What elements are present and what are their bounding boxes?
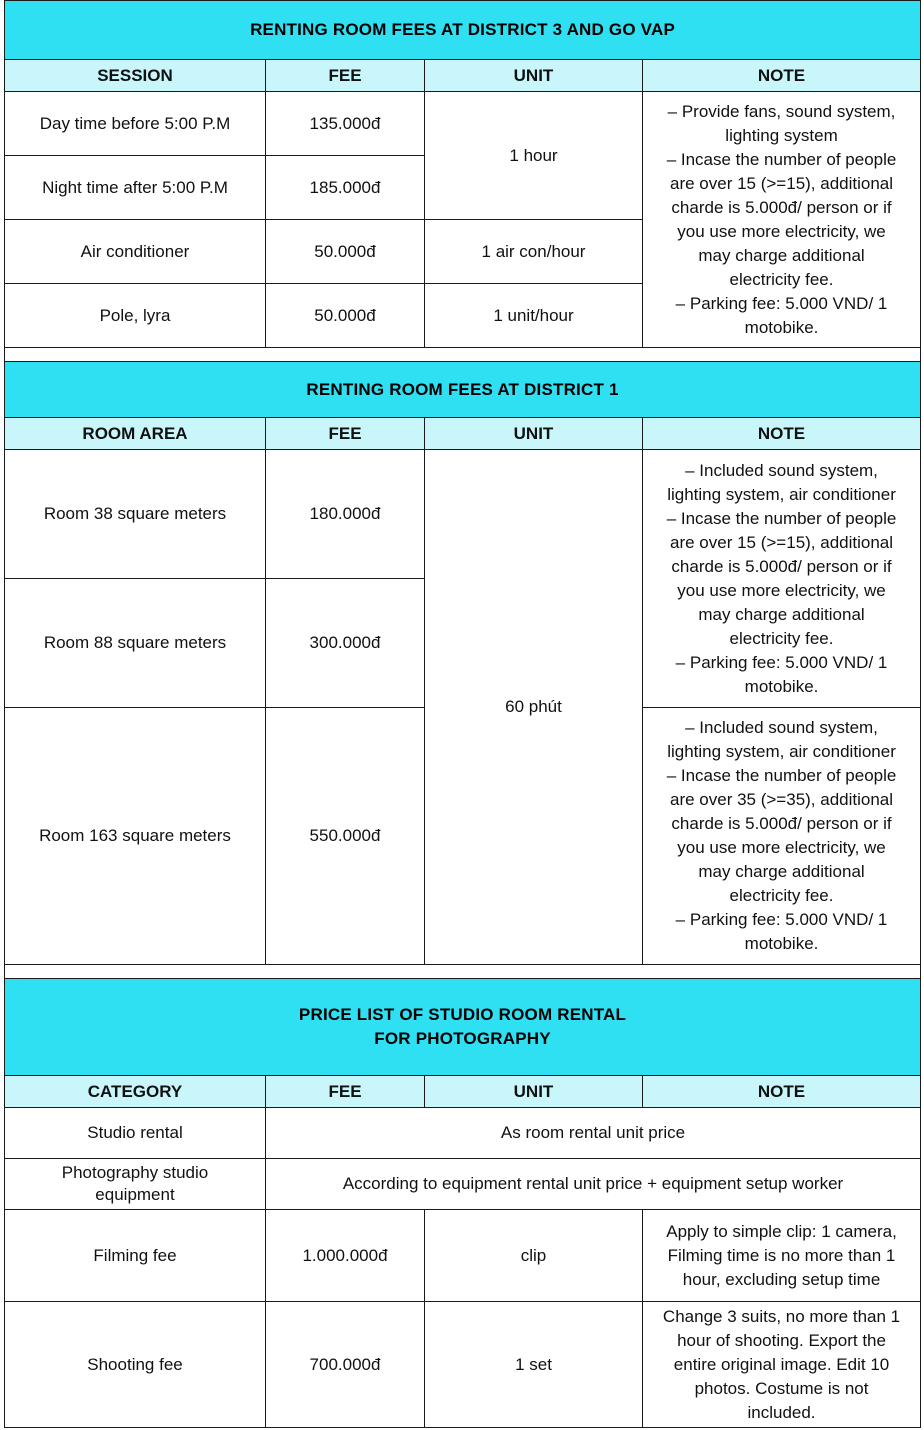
header-fee: FEE xyxy=(266,418,425,450)
note-district3: – Provide fans, sound system, lighting system – Incase the number of people are over 15 (>=15), additional charde is 5.000đ/ person or if you use more electricity, we may charge additional electricity fee. – Parking fee: 5.000 VND/ 1 motobike. xyxy=(643,92,921,348)
category-studio-rental: Studio rental xyxy=(5,1108,266,1159)
category-filming: Filming fee xyxy=(5,1210,266,1302)
note-filming: Apply to simple clip: 1 camera, Filming time is no more than 1 hour, excluding setup time xyxy=(643,1210,921,1302)
room-163: Room 163 square meters xyxy=(5,708,266,965)
fee-room-163: 550.000đ xyxy=(266,708,425,965)
header-category: CATEGORY xyxy=(5,1076,266,1108)
header-note: NOTE xyxy=(643,418,921,450)
note-district1-small: – Included sound system, lighting system, air conditioner – Incase the number of people are over 15 (>=15), additional charde is 5.000đ/ person or if you use more electricity, we may charge additional electricity fee. – Parking fee: 5.000 VND/ 1 motobike. xyxy=(643,450,921,708)
header-room-area: ROOM AREA xyxy=(5,418,266,450)
fee-aircon: 50.000đ xyxy=(266,220,425,284)
fee-room-38: 180.000đ xyxy=(266,450,425,579)
fee-pole: 50.000đ xyxy=(266,284,425,348)
equipment-value: According to equipment rental unit price + equipment setup worker xyxy=(266,1159,921,1210)
header-unit: UNIT xyxy=(425,60,643,92)
unit-60-minutes: 60 phút xyxy=(425,450,643,965)
section3-title: PRICE LIST OF STUDIO ROOM RENTAL FOR PHOTOGRAPHY xyxy=(5,979,921,1076)
fee-day: 135.000đ xyxy=(266,92,425,156)
category-shooting: Shooting fee xyxy=(5,1302,266,1428)
spacer xyxy=(5,965,921,979)
fee-filming: 1.000.000đ xyxy=(266,1210,425,1302)
header-note: NOTE xyxy=(643,1076,921,1108)
session-pole: Pole, lyra xyxy=(5,284,266,348)
section2-title: RENTING ROOM FEES AT DISTRICT 1 xyxy=(5,362,921,418)
spacer xyxy=(5,348,921,362)
header-fee: FEE xyxy=(266,60,425,92)
header-note: NOTE xyxy=(643,60,921,92)
fee-room-88: 300.000đ xyxy=(266,579,425,708)
category-equipment: Photography studio equipment xyxy=(5,1159,266,1210)
session-day: Day time before 5:00 P.M xyxy=(5,92,266,156)
unit-shooting: 1 set xyxy=(425,1302,643,1428)
header-unit: UNIT xyxy=(425,418,643,450)
room-88: Room 88 square meters xyxy=(5,579,266,708)
unit-hour: 1 hour xyxy=(425,92,643,220)
studio-rental-value: As room rental unit price xyxy=(266,1108,921,1159)
header-fee: FEE xyxy=(266,1076,425,1108)
pricing-table xyxy=(4,0,921,1428)
session-night: Night time after 5:00 P.M xyxy=(5,156,266,220)
header-session: SESSION xyxy=(5,60,266,92)
note-shooting: Change 3 suits, no more than 1 hour of shooting. Export the entire original image. Edit 10 photos. Costume is not included. xyxy=(643,1302,921,1428)
unit-aircon: 1 air con/hour xyxy=(425,220,643,284)
room-38: Room 38 square meters xyxy=(5,450,266,579)
unit-pole: 1 unit/hour xyxy=(425,284,643,348)
session-aircon: Air conditioner xyxy=(5,220,266,284)
fee-shooting: 700.000đ xyxy=(266,1302,425,1428)
header-unit: UNIT xyxy=(425,1076,643,1108)
section1-title: RENTING ROOM FEES AT DISTRICT 3 AND GO VAP xyxy=(5,1,921,60)
fee-night: 185.000đ xyxy=(266,156,425,220)
note-district1-large: – Included sound system, lighting system, air conditioner – Incase the number of people are over 35 (>=35), additional charde is 5.000đ/ person or if you use more electricity, we may charge additional electricity fee. – Parking fee: 5.000 VND/ 1 motobike. xyxy=(643,708,921,965)
unit-filming: clip xyxy=(425,1210,643,1302)
